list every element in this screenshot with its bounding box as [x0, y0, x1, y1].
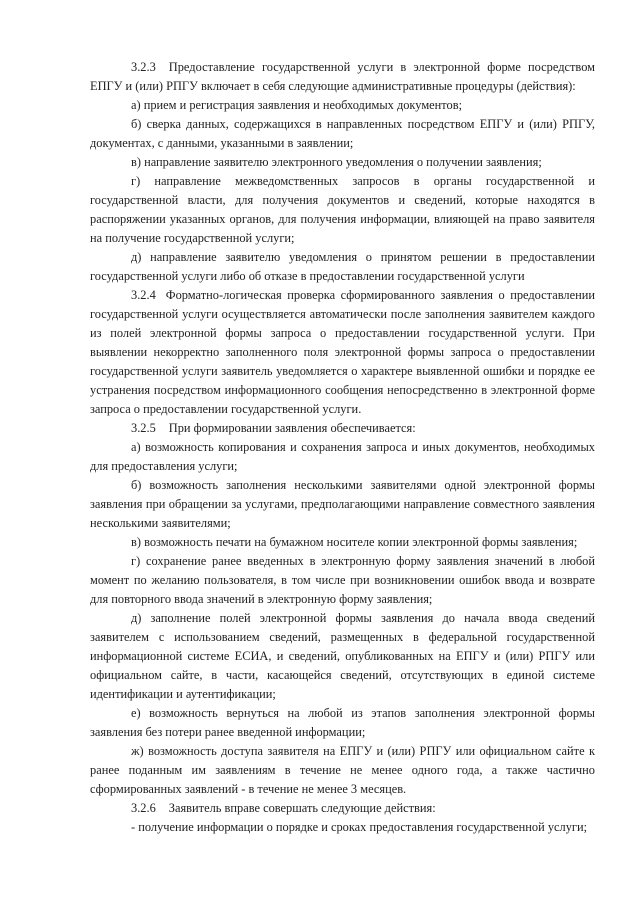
list-item: в) возможность печати на бумажном носителе копии электронной формы заявления;: [131, 535, 578, 549]
list-item: в) направление заявителю электронного уведомления о получении заявления;: [131, 155, 542, 169]
list-item: г) сохранение ранее введенных в электронную форму заявления значений в любой момент по желанию пользователя, в том числе при возникновении ошибок ввода и возврате для повторного ввода значений в электронную форму заявления;: [90, 554, 595, 606]
section-number: 3.2.6: [131, 801, 156, 815]
list-item: а) прием и регистрация заявления и необходимых документов;: [131, 98, 463, 112]
section-number: 3.2.5: [131, 421, 156, 435]
section-3-2-4-paragraph: [90, 286, 595, 419]
section-text: Заявитель вправе совершать следующие действия:: [168, 801, 436, 815]
list-item: г) направление межведомственных запросов в органы государственной и государственной власти, для получения документов и сведений, которые находятся в распоряжении указанных органов, для получения информации, влияющей на право заявителя на получение государственной услуги;: [90, 174, 595, 245]
list-item: б) сверка данных, содержащихся в направленных посредством ЕПГУ и (или) РПГУ, документах, с данными, указанными в заявлении;: [90, 117, 595, 150]
list-item: - получение информации о порядке и сроках предоставления государственной услуги;: [131, 820, 588, 834]
list-item: б) возможность заполнения несколькими заявителями одной электронной формы заявления при обращении за услугами, предполагающими направление совместного заявления несколькими заявителями;: [90, 478, 595, 530]
list-item: д) заполнение полей электронной формы заявления до начала ввода сведений заявителем с использованием сведений, размещенных в федеральной государственной информационной системе ЕСИА, и сведений, опубликованных на ЕПГУ и (или) РПГУ или официальном сайте, в части, касающейся сведений, отсутствующих в единой системе идентификации и аутентификации;: [90, 611, 595, 701]
section-text: Форматно-логическая проверка сформированного заявления о предоставлении государственной услуги осуществляется автоматически после заполнения заявителем каждого из полей электронной формы запроса о предоставлении государственной услуги. При выявлении некорректно заполненного поля электронной формы запроса о предоставлении государственной услуги заявитель уведомляется о характере выявленной ошибки и порядке ее устранения посредством информационного сообщения непосредственно в электронной форме запроса о предоставлении государственной услуги.: [90, 288, 595, 416]
list-item: д) направление заявителю уведомления о принятом решении в предоставлении государственной услуги либо об отказе в предоставлении государственной услуги: [90, 250, 595, 283]
section-3-2-5-heading: [90, 419, 595, 438]
section-number: 3.2.4: [131, 288, 156, 302]
document-page: [90, 58, 595, 837]
section-3-2-3-heading: [90, 58, 595, 96]
list-item: ж) возможность доступа заявителя на ЕПГУ и (или) РПГУ или официальном сайте к ранее поданным им заявлениям в течение не менее одного года, а также частично сформированных заявлений - в течение не менее 3 месяцев.: [90, 744, 595, 796]
section-text: При формировании заявления обеспечивается:: [168, 421, 416, 435]
list-item: е) возможность вернуться на любой из этапов заполнения электронной формы заявления без потери ранее введенной информации;: [90, 706, 595, 739]
list-item: а) возможность копирования и сохранения запроса и иных документов, необходимых для предоставления услуги;: [90, 440, 595, 473]
section-number: 3.2.3: [131, 60, 156, 74]
section-text: Предоставление государственной услуги в электронной форме посредством ЕПГУ и (или) РПГУ включает в себя следующие административные процедуры (действия):: [90, 60, 595, 93]
section-3-2-6-heading: [90, 799, 595, 818]
